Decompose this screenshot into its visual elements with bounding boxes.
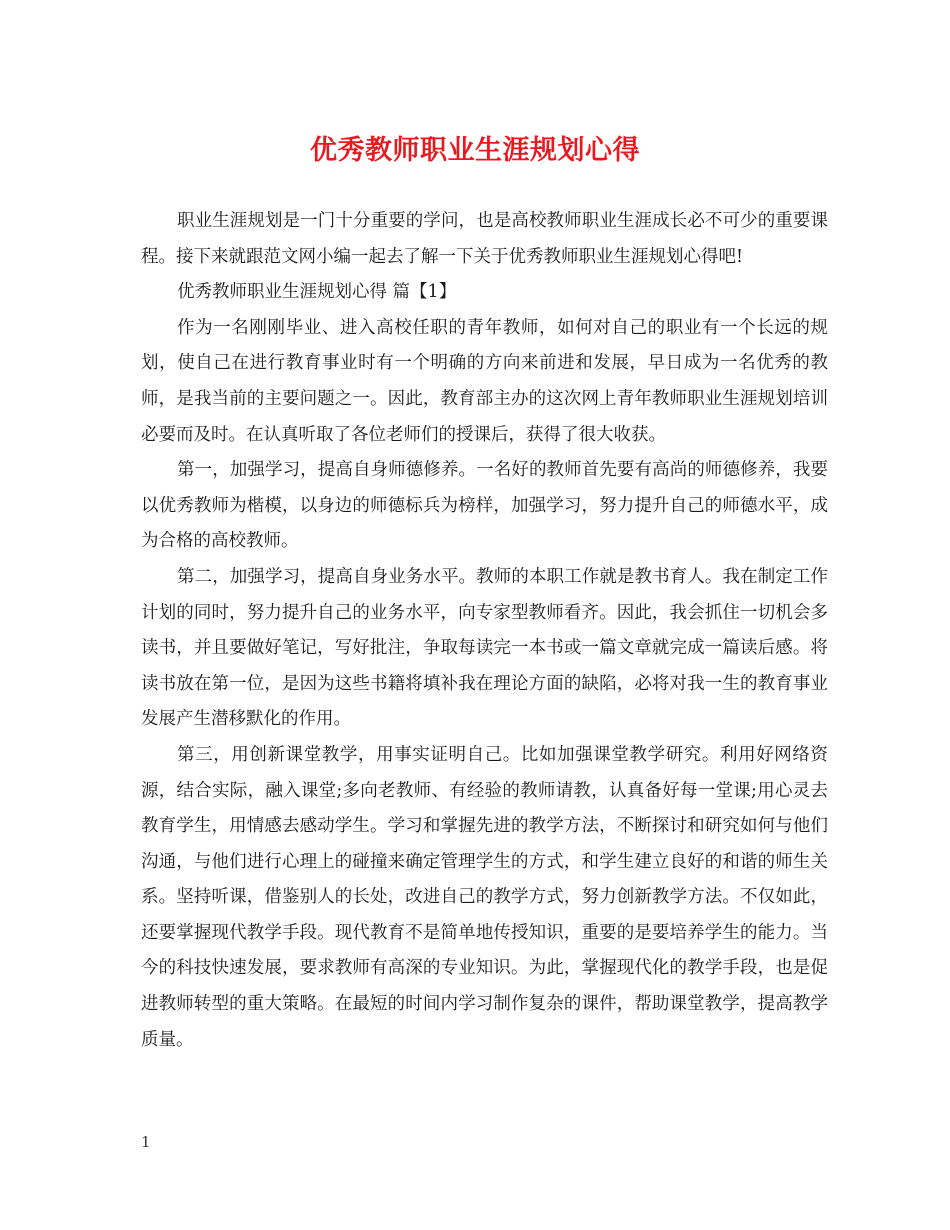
intro-paragraph: 职业生涯规划是一门十分重要的学问，也是高校教师职业生涯成长必不可少的重要课程。接下来就跟范文网小编一起去了解一下关于优秀教师职业生涯规划心得吧! [141,211,828,267]
body-paragraph: 第二，加强学习，提高自身业务水平。教师的本职工作就是教书育人。我在制定工作计划的同时，努力提升自己的业务水平，向专家型教师看齐。因此，我会抓住一切机会多读书，并且要做好笔记，写好批注，争取每读完一本书或一篇文章就完成一篇读后感。将读书放在第一位，是因为这些书籍将填补我在理论方面的缺陷，必将对我一生的教育事业发展产生潜移默化的作用。 [141,566,828,730]
document-body [141,204,828,1058]
body-paragraph: 第一，加强学习，提高自身师德修养。一名好的教师首先要有高尚的师德修养，我要以优秀教师为楷模，以身边的师德标兵为榜样，加强学习，努力提升自己的师德水平，成为合格的高校教师。 [141,460,828,552]
body-paragraph: 第三，用创新课堂教学，用事实证明自己。比如加强课堂教学研究。利用好网络资源，结合实际，融入课堂;多向老教师、有经验的教师请教，认真备好每一堂课;用心灵去教育学生，用情感去感动学生。学习和掌握先进的教学方法，不断探讨和研究如何与他们沟通，与他们进行心理上的碰撞来确定管理学生的方式，和学生建立良好的和谐的师生关系。坚持听课，借鉴别人的长处，改进自己的教学方式，努力创新教学方法。不仅如此，还要掌握现代教学手段。现代教育不是简单地传授知识，重要的是要培养学生的能力。当今的科技快速发展，要求教师有高深的专业知识。为此，掌握现代化的教学手段，也是促进教师转型的重大策略。在最短的时间内学习制作复杂的课件，帮助课堂教学，提高教学质量。 [141,744,828,1050]
page-number: 1 [141,1133,151,1151]
document-title: 优秀教师职业生涯规划心得 [310,135,640,166]
body-paragraph: 作为一名刚刚毕业、进入高校任职的青年教师，如何对自己的职业有一个长远的规划，使自己在进行教育事业时有一个明确的方向来前进和发展，早日成为一名优秀的教师，是我当前的主要问题之一。因此，教育部主办的这次网上青年教师职业生涯规划培训必要而及时。在认真听取了各位老师们的授课后，获得了很大收获。 [141,317,828,445]
section-heading: 优秀教师职业生涯规划心得 篇【1】 [177,282,457,303]
